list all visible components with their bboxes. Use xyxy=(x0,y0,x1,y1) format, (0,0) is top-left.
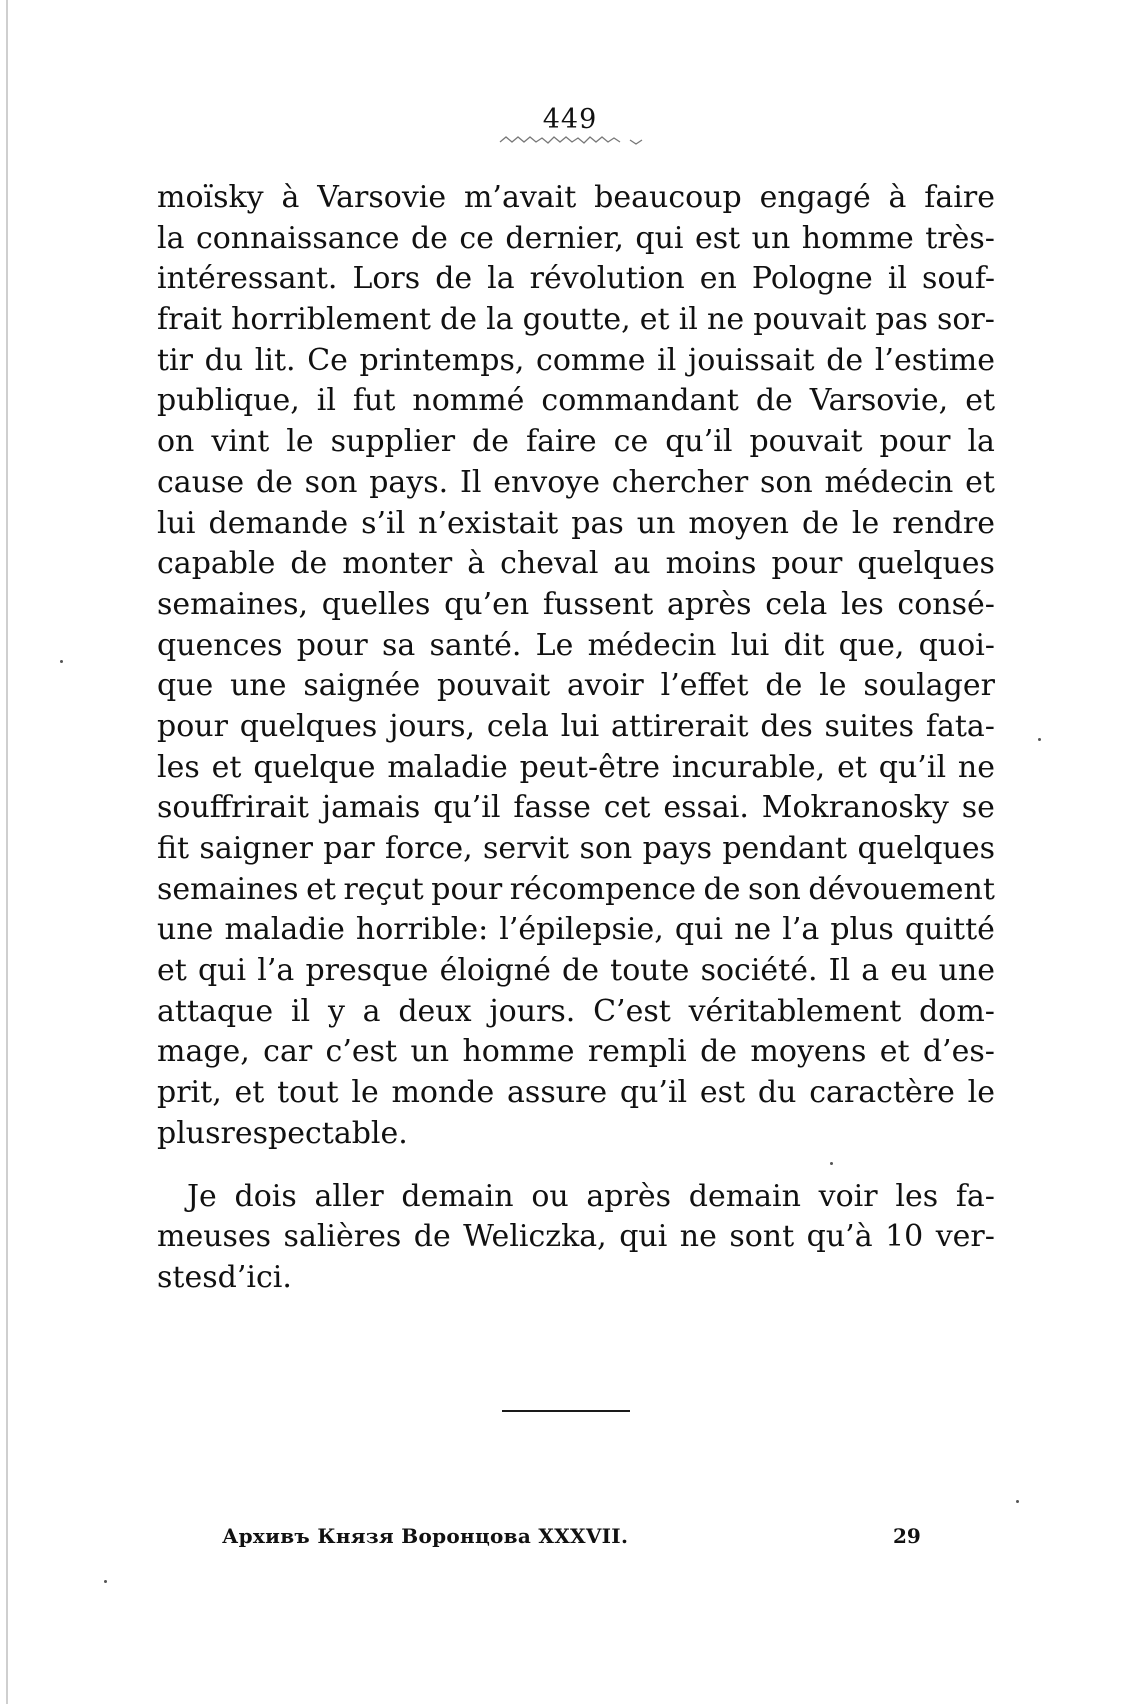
word: cela xyxy=(486,708,549,744)
text-line xyxy=(157,992,995,1033)
word: de xyxy=(755,383,793,419)
scan-speck xyxy=(60,660,63,663)
word: cet xyxy=(603,790,651,826)
word: C’est xyxy=(593,993,671,1029)
word: vint xyxy=(211,424,270,460)
word: il xyxy=(678,302,698,338)
paragraph xyxy=(157,1177,995,1299)
word: voir xyxy=(818,1178,878,1214)
word: eu xyxy=(890,953,928,989)
word: pouvait xyxy=(437,668,551,704)
word: s’il xyxy=(361,505,406,541)
word: après xyxy=(666,586,752,622)
word: a xyxy=(861,953,880,989)
word: de xyxy=(700,1034,738,1070)
text-line xyxy=(157,829,995,870)
text-line xyxy=(157,178,995,219)
word: après xyxy=(586,1178,672,1214)
word: dévouement xyxy=(808,871,995,907)
word: toute xyxy=(610,953,690,989)
word: printemps, xyxy=(359,342,525,378)
word: connaissance xyxy=(195,220,400,256)
word: le xyxy=(851,505,880,541)
text-line xyxy=(157,1073,995,1114)
word: son xyxy=(759,464,813,500)
word: pour xyxy=(431,871,503,907)
word: pouvait xyxy=(749,424,863,460)
word: jouissait xyxy=(687,342,815,378)
text-line xyxy=(157,585,995,626)
word: aller xyxy=(314,1178,384,1214)
word: ver- xyxy=(935,1219,995,1255)
word: les xyxy=(840,586,884,622)
word: monter xyxy=(342,546,453,582)
word: mage, xyxy=(157,1034,250,1070)
word: pays xyxy=(642,831,712,866)
word: quelles xyxy=(321,586,431,622)
word: plus xyxy=(157,1115,221,1151)
word: demain xyxy=(688,1178,801,1214)
word: intéressant. xyxy=(157,261,338,297)
word: publique, xyxy=(157,383,300,419)
word: l’effet xyxy=(660,668,749,704)
word: sor- xyxy=(937,302,995,338)
word: Mokranosky xyxy=(761,790,949,826)
word: du xyxy=(204,342,244,378)
word: l’a xyxy=(257,953,295,989)
word: médecin xyxy=(824,464,954,500)
text-line xyxy=(157,463,995,504)
word: n’existait xyxy=(418,505,559,541)
text-line xyxy=(157,544,995,585)
word: le xyxy=(351,1075,379,1111)
word: attaque xyxy=(157,993,274,1029)
word: semaines xyxy=(157,871,299,907)
word: le xyxy=(967,1075,995,1111)
word: un xyxy=(636,505,676,541)
word: Il xyxy=(828,953,851,989)
word: faire xyxy=(924,180,995,215)
text-line xyxy=(157,1217,995,1258)
footer-archive-title: Архивъ Князя Воронцова XXXVII. xyxy=(222,1524,629,1548)
word: que xyxy=(157,668,214,704)
word: moyen xyxy=(688,505,789,541)
word: incurable, xyxy=(671,749,826,785)
word: faire xyxy=(525,424,597,460)
word: maladie xyxy=(387,749,508,785)
text-line xyxy=(157,504,995,545)
word: tout xyxy=(277,1075,339,1111)
word: salières xyxy=(283,1219,402,1255)
word: quelques xyxy=(857,546,995,582)
word: pour xyxy=(296,627,368,663)
word: quelques xyxy=(239,708,378,744)
word: comme xyxy=(536,342,646,378)
word: frait xyxy=(157,302,222,338)
word: est xyxy=(699,1075,746,1111)
word: homme xyxy=(462,1034,575,1070)
word: maladie xyxy=(224,912,345,948)
word: homme xyxy=(801,220,914,256)
text-line xyxy=(157,300,995,341)
word: santé. xyxy=(429,627,522,663)
word: de xyxy=(472,424,509,460)
word: la xyxy=(486,302,514,338)
word: l’a xyxy=(782,912,820,948)
word: qui xyxy=(674,912,724,948)
word: quelque xyxy=(253,749,376,785)
word: plus xyxy=(830,912,894,948)
word: qu’il xyxy=(878,749,947,785)
word: qu’il xyxy=(433,790,501,826)
word: qu’il xyxy=(665,424,733,460)
word: pour xyxy=(879,424,951,460)
word: engagé xyxy=(759,180,871,215)
word: et xyxy=(306,871,336,907)
text-line xyxy=(157,1114,995,1155)
word: rempli xyxy=(587,1034,687,1070)
word: une xyxy=(938,953,995,989)
word: force, xyxy=(385,831,473,866)
word: souffrirait xyxy=(157,790,309,826)
word: ne xyxy=(734,912,772,948)
text-line xyxy=(157,1258,995,1299)
word: deux xyxy=(398,993,472,1029)
word: demain xyxy=(401,1178,514,1214)
word: cela xyxy=(765,586,828,622)
word: à xyxy=(281,180,300,215)
word: dom- xyxy=(919,993,995,1029)
word: quences xyxy=(157,627,283,663)
word: il xyxy=(290,993,311,1029)
word: éloigné xyxy=(439,953,551,989)
word: le xyxy=(819,668,847,704)
word: commandant xyxy=(541,383,739,419)
word: jours, xyxy=(389,708,476,744)
word: on xyxy=(157,424,195,460)
word: et xyxy=(639,302,670,338)
word: fa- xyxy=(955,1178,995,1214)
word: reçut xyxy=(343,871,424,907)
word: assure xyxy=(507,1075,608,1111)
word: au xyxy=(613,546,651,582)
word: un xyxy=(751,220,791,256)
word: dit xyxy=(783,627,825,663)
word: pour xyxy=(157,708,228,744)
word: Je xyxy=(187,1178,217,1214)
word: quitté xyxy=(904,912,995,948)
word: fit xyxy=(157,831,190,866)
word: fut xyxy=(352,383,396,419)
word: pouvait xyxy=(753,302,867,338)
word: lui xyxy=(157,505,196,541)
word: d’es- xyxy=(922,1034,995,1070)
word: jamais xyxy=(321,790,421,826)
word: pour xyxy=(771,546,843,582)
word: Varsovie xyxy=(317,180,447,215)
word: Varsovie, xyxy=(809,383,949,419)
word: avoir xyxy=(566,668,644,704)
word: saigner xyxy=(199,831,313,866)
word: presque xyxy=(305,953,429,989)
word: horriblement xyxy=(231,302,431,338)
word: que, xyxy=(838,627,905,663)
word: respectable. xyxy=(220,1115,408,1151)
word: de xyxy=(290,546,328,582)
paragraph-gap xyxy=(157,1155,995,1177)
word: qui xyxy=(635,220,684,256)
word: pendant xyxy=(722,831,848,866)
word: qu’en xyxy=(444,586,530,622)
word: le xyxy=(286,424,314,460)
word: monde xyxy=(391,1075,495,1111)
footer-signature-number: 29 xyxy=(893,1524,921,1548)
text-line xyxy=(157,626,995,667)
word: lui xyxy=(560,708,600,744)
word: quoi- xyxy=(918,627,995,663)
word: souf- xyxy=(922,261,995,297)
word: sa xyxy=(381,627,416,663)
word: quelques xyxy=(857,831,995,866)
word: et xyxy=(879,1034,910,1070)
word: et xyxy=(234,1075,265,1111)
word: soulager xyxy=(863,668,995,704)
word: de xyxy=(413,1219,451,1255)
word: tir xyxy=(157,342,193,378)
text-line xyxy=(157,788,995,829)
word: il xyxy=(657,342,677,378)
word: de xyxy=(765,668,803,704)
scan-edge-line xyxy=(6,0,8,1704)
word: moins xyxy=(665,546,757,582)
word: de xyxy=(562,953,599,989)
word: de xyxy=(435,261,473,297)
word: très- xyxy=(925,220,995,256)
text-line xyxy=(157,381,995,422)
word: dernier, xyxy=(505,220,624,256)
word: y xyxy=(327,993,345,1029)
word: ce xyxy=(613,424,649,460)
word: consé- xyxy=(897,586,995,622)
word: stes xyxy=(157,1259,218,1295)
word: suites xyxy=(824,708,915,744)
word: la xyxy=(967,424,995,460)
text-line xyxy=(157,422,995,463)
word: de xyxy=(703,871,741,907)
word: médecin xyxy=(587,627,717,663)
text-line xyxy=(157,910,995,951)
word: servit xyxy=(483,831,570,866)
word: c’est xyxy=(325,1034,398,1070)
word: et xyxy=(157,953,187,989)
word: à xyxy=(888,180,907,215)
word: son xyxy=(748,871,801,907)
word: la xyxy=(487,261,515,297)
word: moyens xyxy=(750,1034,867,1070)
word: semaines, xyxy=(157,586,309,622)
word: essai. xyxy=(663,790,749,826)
word: beaucoup xyxy=(594,180,742,215)
word: les xyxy=(157,749,200,785)
word: fata- xyxy=(925,708,995,744)
word: a xyxy=(362,993,381,1029)
word: de xyxy=(255,464,293,500)
word: par xyxy=(323,831,375,866)
word: son xyxy=(304,464,358,500)
scan-speck xyxy=(104,1580,107,1583)
word: rendre xyxy=(892,505,995,541)
word: et xyxy=(965,464,995,500)
word: demande xyxy=(208,505,349,541)
text-line xyxy=(157,951,995,992)
word: pays. xyxy=(369,464,449,500)
word: Weliczka, xyxy=(463,1219,607,1255)
word: peut-être xyxy=(519,749,660,785)
word: à xyxy=(467,546,486,582)
word: en xyxy=(699,261,737,297)
word: moïsky xyxy=(157,180,264,215)
word: son xyxy=(579,831,633,866)
word: Ce xyxy=(307,342,348,378)
word: goutte, xyxy=(522,302,631,338)
word: du xyxy=(757,1075,797,1111)
word: cause xyxy=(157,464,245,500)
word: Lors xyxy=(352,261,421,297)
word: pas xyxy=(875,302,928,338)
word: qu’à xyxy=(806,1219,873,1255)
word: un xyxy=(410,1034,450,1070)
text-line xyxy=(157,259,995,300)
word: caractère xyxy=(809,1075,955,1111)
word: de xyxy=(826,342,864,378)
word: de xyxy=(801,505,839,541)
word: il xyxy=(316,383,336,419)
word: ce xyxy=(459,220,494,256)
letter-body xyxy=(157,178,995,1299)
word: ne xyxy=(707,302,745,338)
text-line xyxy=(157,870,995,911)
word: m’avait xyxy=(463,180,577,215)
word: Le xyxy=(535,627,574,663)
word: il xyxy=(887,261,908,297)
text-line xyxy=(157,1032,995,1073)
word: capable xyxy=(157,546,276,582)
word: de xyxy=(440,302,477,338)
word: prit, xyxy=(157,1075,222,1111)
word: et xyxy=(837,749,867,785)
word: Il xyxy=(459,464,482,500)
word: et xyxy=(211,749,242,785)
word: qu’il xyxy=(619,1075,688,1111)
page-number: 449 xyxy=(542,104,598,135)
word: fasse xyxy=(513,790,591,826)
word: récompence xyxy=(509,871,696,907)
word: nommé xyxy=(412,383,525,419)
closing-rule xyxy=(502,1410,630,1412)
word: dois xyxy=(234,1178,297,1214)
text-line xyxy=(157,341,995,382)
text-line xyxy=(157,707,995,748)
word: est xyxy=(694,220,741,256)
word: attirerait xyxy=(611,708,749,744)
scan-speck xyxy=(1016,1500,1019,1503)
paragraph xyxy=(157,178,995,1155)
text-line xyxy=(157,1177,995,1218)
scan-speck xyxy=(1038,738,1041,741)
word: la xyxy=(157,220,185,256)
word: ne xyxy=(679,1219,717,1255)
word: une xyxy=(157,912,214,948)
word: Pologne xyxy=(751,261,873,297)
word: horrible: xyxy=(355,912,489,948)
word: se xyxy=(961,790,995,826)
header-ornament xyxy=(498,132,648,148)
word: une xyxy=(230,668,287,704)
scan-speck xyxy=(830,1162,833,1165)
word: ou xyxy=(531,1178,569,1214)
word: chercher xyxy=(611,464,749,500)
word: envoye xyxy=(493,464,600,500)
word: pas xyxy=(571,505,624,541)
word: l’estime xyxy=(874,342,995,378)
word: lui xyxy=(730,627,770,663)
word: de xyxy=(410,220,448,256)
word: sont xyxy=(729,1219,795,1255)
text-line xyxy=(157,748,995,789)
word: d’ici. xyxy=(217,1259,292,1295)
word: cheval xyxy=(500,546,599,582)
word: jours. xyxy=(489,993,576,1029)
word: les xyxy=(895,1178,939,1214)
word: qui xyxy=(619,1219,668,1255)
word: véritablement xyxy=(688,993,902,1029)
word: supplier xyxy=(330,424,456,460)
word: fussent xyxy=(542,586,654,622)
word: 10 xyxy=(885,1219,924,1255)
word: saignée xyxy=(303,668,421,704)
word: lit. xyxy=(254,342,296,378)
text-line xyxy=(157,666,995,707)
word: et xyxy=(965,383,995,419)
text-line xyxy=(157,219,995,260)
word: société. xyxy=(700,953,818,989)
word: qui xyxy=(197,953,247,989)
word: des xyxy=(760,708,813,744)
word: révolution xyxy=(529,261,685,297)
word: l’épilepsie, xyxy=(499,912,664,948)
word: car xyxy=(263,1034,313,1070)
word: ne xyxy=(957,749,995,785)
word: meuses xyxy=(157,1219,272,1255)
